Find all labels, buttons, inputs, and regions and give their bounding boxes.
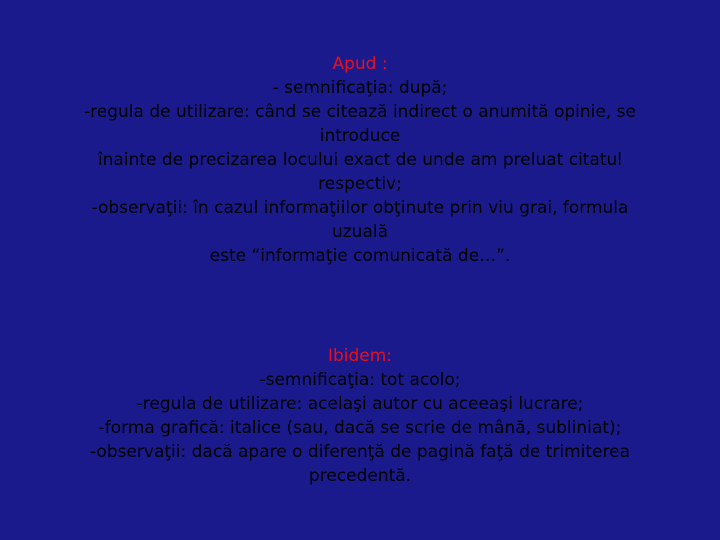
ibidem-line: precedentă.: [308, 466, 412, 486]
apud-line: uzuală: [331, 222, 389, 242]
apud-heading: Apud :: [332, 54, 388, 74]
apud-line: introduce: [319, 126, 401, 146]
apud-line: este “informaţie comunicată de…”.: [209, 246, 511, 266]
apud-line: -observaţii: în cazul informaţiilor obţinute prin viu grai, formula: [91, 198, 629, 218]
ibidem-line: -regula de utilizare: acelaşi autor cu aceeaşi lucrare;: [136, 394, 584, 414]
ibidem-line: -observaţii: dacă apare o diferenţă de pagină faţă de trimiterea: [89, 442, 631, 462]
ibidem-section: [0, 344, 720, 488]
apud-line: - semnificaţia: după;: [272, 78, 448, 98]
ibidem-line: -semnificaţia: tot acolo;: [259, 370, 461, 390]
apud-line: respectiv;: [318, 174, 402, 194]
ibidem-line: -forma grafică: italice (sau, dacă se scrie de mână, subliniat);: [98, 418, 622, 438]
ibidem-heading: Ibidem:: [327, 346, 393, 366]
apud-section: [0, 52, 720, 268]
apud-line: -regula de utilizare: când se citează indirect o anumită opinie, se: [84, 102, 636, 122]
apud-line: înainte de precizarea locului exact de unde am preluat citatul: [97, 150, 623, 170]
